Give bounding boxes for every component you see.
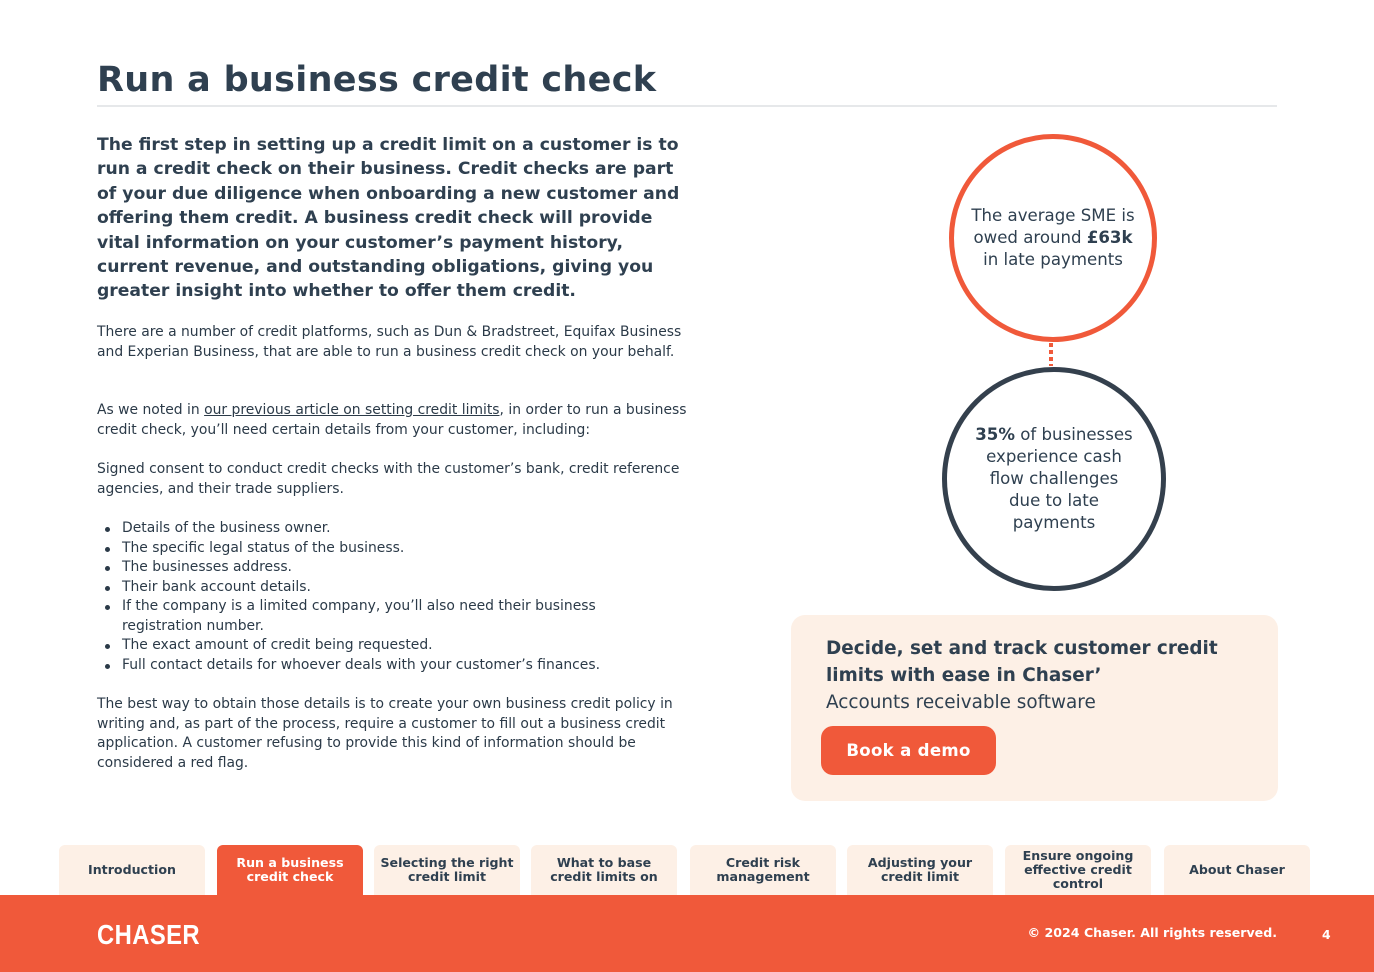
list-item: If the company is a limited company, you’ll also need their business registration number.	[122, 597, 642, 636]
book-demo-button[interactable]: Book a demo	[821, 726, 996, 775]
copyright-text: © 2024 Chaser. All rights reserved.	[1027, 925, 1277, 940]
lead-paragraph: The first step in setting up a credit limit on a customer is to run a credit check on their business. Credit checks are part of your due diligence when onboarding a new customer and offering them credit. A business credit check will provide vital information on your customer’s payment history, current revenue, and outstanding obligations, giving you greater insight into whether to offer them credit.	[97, 135, 680, 302]
list-item: The exact amount of credit being requested.	[122, 636, 642, 656]
list-item: The specific legal status of the business.	[122, 539, 642, 559]
cta-title: Decide, set and track customer credit limits with ease in Chaser’	[826, 638, 1218, 686]
footer-bar	[0, 895, 1374, 972]
list-item: The businesses address.	[122, 558, 642, 578]
noted-prefix: As we noted in	[97, 402, 205, 418]
list-item: Their bank account details.	[122, 578, 642, 598]
tab-adjusting-credit-limit[interactable]: Adjusting your credit limit	[847, 845, 993, 895]
tab-run-credit-check[interactable]: Run a business credit check	[217, 845, 363, 895]
tab-about-chaser[interactable]: About Chaser	[1164, 845, 1310, 895]
tab-selecting-credit-limit[interactable]: Selecting the right credit limit	[374, 845, 520, 895]
tab-credit-risk-management[interactable]: Credit risk management	[690, 845, 836, 895]
cta-subtitle: Accounts receivable software	[826, 692, 1096, 713]
sme-stat-text	[968, 205, 1138, 271]
cashflow-stat-text	[974, 424, 1134, 534]
best-way-paragraph: The best way to obtain those details is to create your own business credit policy in writing and, as part of the process, require a customer to fill out a business credit application. A customer refusing to provide this kind of information should be considered a red flag.	[97, 696, 673, 772]
page-number: 4	[1322, 927, 1331, 942]
list-item: Details of the business owner.	[122, 519, 642, 539]
list-item: Full contact details for whoever deals with your customer’s finances.	[122, 656, 642, 676]
tab-credit-control[interactable]: Ensure ongoing effective credit control	[1005, 845, 1151, 895]
demo-cta-card	[791, 615, 1278, 801]
section-tabs	[59, 845, 1314, 895]
cashflow-stat-suffix: of businesses experience cash flow challenges due to late payments	[986, 425, 1133, 532]
consent-paragraph: Signed consent to conduct credit checks with the customer’s bank, credit reference agencies, and their trade suppliers.	[97, 461, 680, 497]
cashflow-stat-pct: 35%	[975, 425, 1015, 444]
page-title: Run a business credit check	[97, 60, 657, 100]
noted-suffix: , in order to run a business credit check, you’ll need certain details from your customer, including:	[97, 402, 687, 438]
sme-stat-suffix: in late payments	[983, 250, 1123, 269]
chaser-logo: CHASER	[97, 919, 201, 950]
tab-introduction[interactable]: Introduction	[59, 845, 205, 895]
tab-base-credit-limits[interactable]: What to base credit limits on	[531, 845, 677, 895]
previous-article-link[interactable]: our previous article on setting credit limits	[204, 402, 500, 418]
requirements-list	[122, 519, 642, 675]
title-divider	[97, 105, 1277, 107]
noted-paragraph	[97, 401, 687, 440]
dotted-connector	[1049, 343, 1053, 366]
sme-stat-prefix: The average SME is owed around	[971, 206, 1135, 247]
sme-stat-amount: £63k	[1086, 228, 1133, 247]
sme-stat-circle	[949, 134, 1157, 342]
cashflow-stat-circle	[942, 367, 1166, 591]
platforms-paragraph: There are a number of credit platforms, such as Dun & Bradstreet, Equifax Business and Experian Business, that are able to run a business credit check on your behalf.	[97, 324, 682, 360]
